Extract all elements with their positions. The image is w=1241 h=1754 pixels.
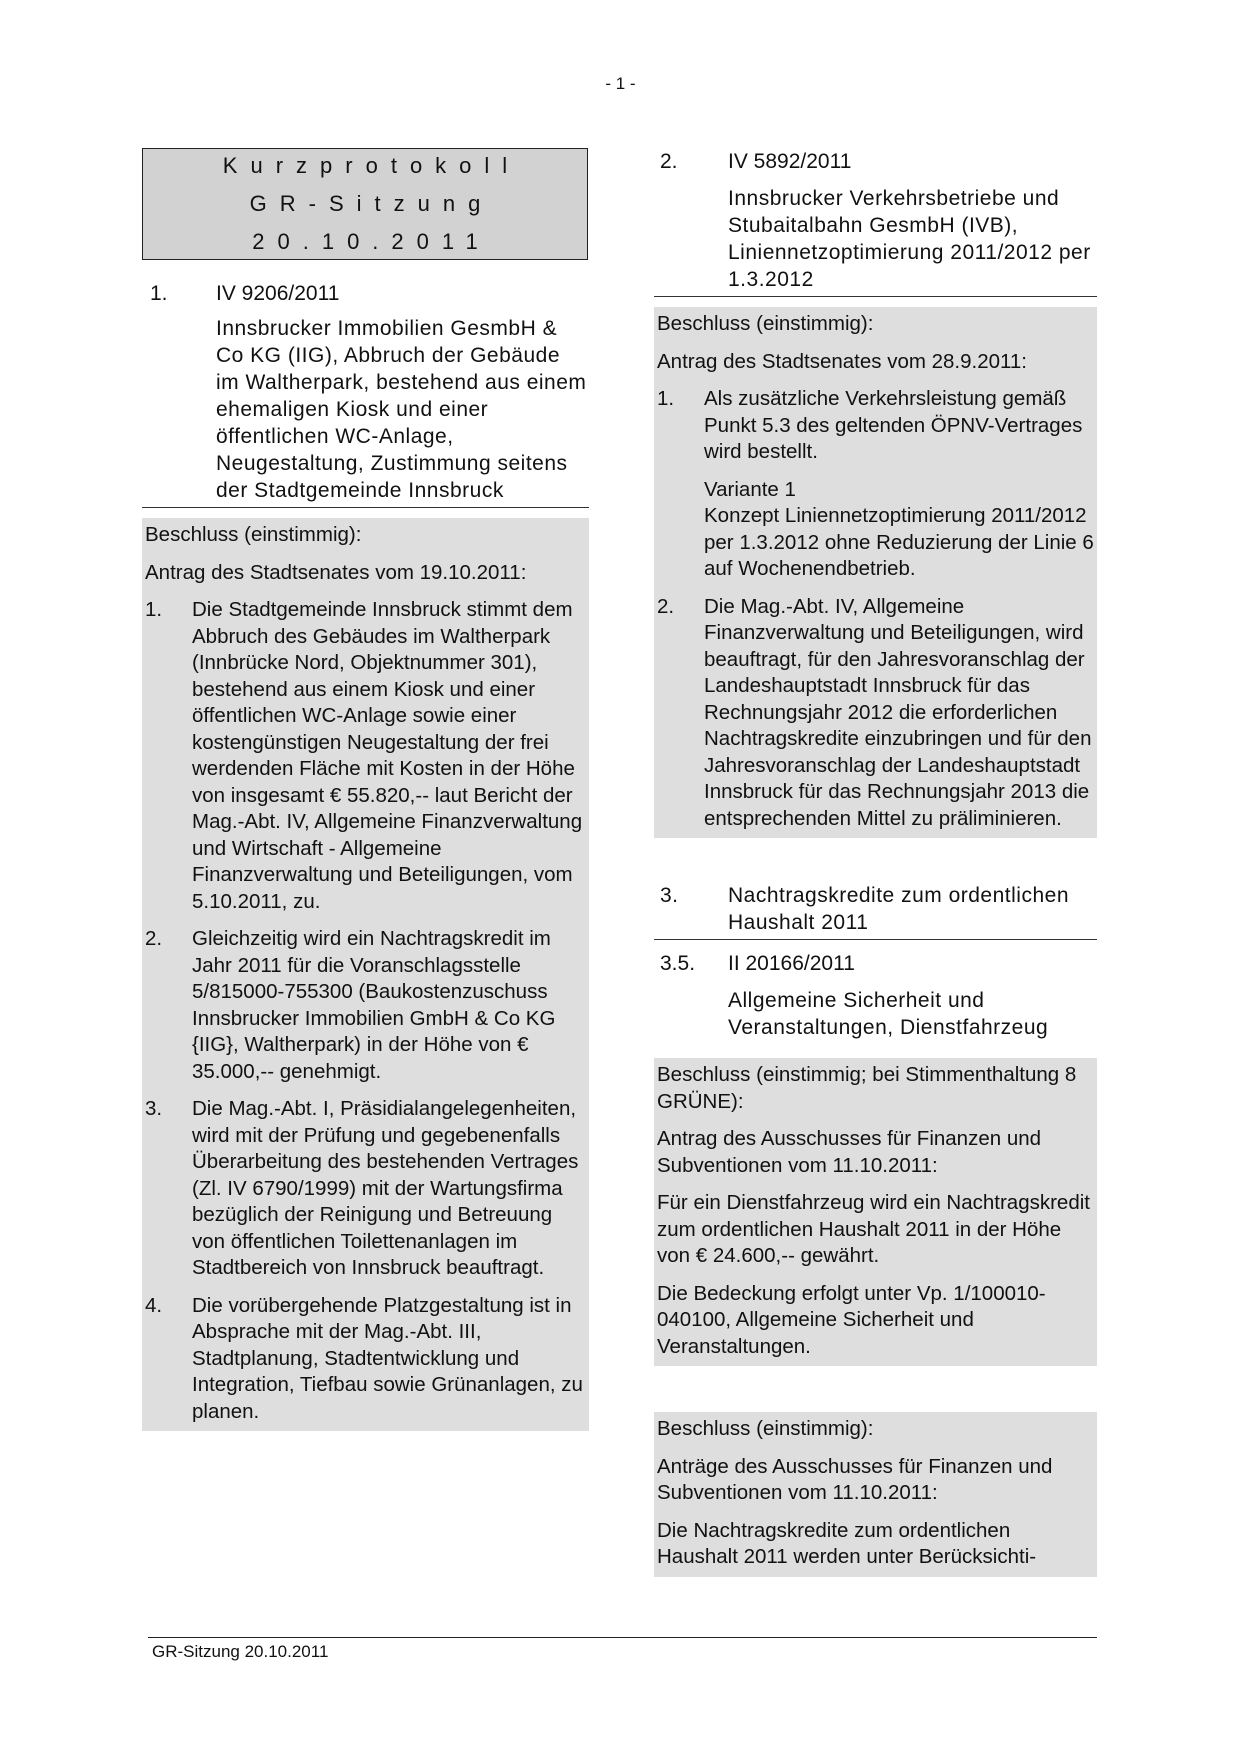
list-item: 1. Als zusätzliche Verkehrsleistung gemäß Punkt 5.3 des geltenden ÖPNV-Vertrages wird bestellt. xyxy=(657,387,1083,463)
decision-label: Beschluss (einstimmig; bei Stimmenthaltung 8 GRÜNE): xyxy=(657,1063,1077,1113)
motion-label: Anträge des Ausschusses für Finanzen und Subventionen vom 11.10.2011: xyxy=(657,1454,1053,1504)
motion-label: Antrag des Ausschusses für Finanzen und Subventionen vom 11.10.2011: xyxy=(657,1127,1042,1177)
footer-text: GR-Sitzung 20.10.2011 xyxy=(152,1642,329,1661)
list-item: Variante 1 xyxy=(704,477,796,501)
decision-label: Beschluss (einstimmig): xyxy=(657,1417,874,1440)
header-date: 20.10.2011 xyxy=(252,229,491,254)
agenda-item-3-5 xyxy=(654,950,1097,1366)
list-item: 4. Die vorübergehende Platzgestaltung ist in Absprache mit der Mag.-Abt. III, Stadtplanung, Stadtentwicklung und Integration, Tiefbau sowie Grünanlagen, zu planen. xyxy=(145,1293,583,1423)
item-number: 1. xyxy=(150,282,168,305)
footer-divider xyxy=(148,1637,1097,1638)
item-number: 2. xyxy=(660,150,678,173)
agenda-item-1 xyxy=(142,280,589,1431)
list-item: 2. Die Mag.-Abt. IV, Allgemeine Finanzverwaltung und Beteiligungen, wird beauftragt, für den Jahresvoranschlag der Landeshauptstadt Innsbruck für das Rechnungsjahr 2012 die erforderlichen Nachtragskredite einzubringen und für den Jahresvoranschlag der Landeshauptstadt Innsbruck für das Rechnungsjahr 2013 die entsprechenden Mittel zu präliminieren. xyxy=(657,594,1092,830)
coverage-text: Die Bedeckung erfolgt unter Vp. 1/100010-040100, Allgemeine Sicherheit und Veranstaltungen. xyxy=(657,1281,1046,1358)
page-number: - 1 - xyxy=(605,74,636,93)
list-item: 1. Die Stadtgemeinde Innsbruck stimmt dem Abbruch des Gebäudes im Waltherpark (Innbrücke Nord, Objektnummer 301), bestehend aus einem Kiosk und einer öffentlichen WC-Anlage sowie einer kostengünstigen Neugestaltung der frei werdenden Fläche mit Kosten in der Höhe von insgesamt € 55.820,-- laut Bericht der Mag.-Abt. IV, Allgemeine Finanzverwaltung und Wirtschaft - Allgemeine Finanzverwaltung und Beteiligungen, vom 5.10.2011, zu. xyxy=(145,598,583,913)
header-subtitle: GR-Sitzung xyxy=(249,191,494,216)
resolution-text: Für ein Dienstfahrzeug wird ein Nachtragskredit zum ordentlichen Haushalt 2011 in der Höhe von € 24.600,-- gewährt. xyxy=(657,1191,1090,1267)
header-box xyxy=(142,148,588,260)
list-item: 3. Die Mag.-Abt. I, Präsidialangelegenheiten, wird mit der Prüfung und gegebenenfalls Überarbeitung des bestehenden Vertrages (Zl. IV 6790/1999) mit der Wartungsfirma bezüglich der Reinigung und Betreuung von öffentlichen Toilettenanlagen im Stadtbereich von Innsbruck beauftragt. xyxy=(145,1097,579,1279)
decision-label: Beschluss (einstimmig): xyxy=(657,312,874,335)
left-column xyxy=(142,148,589,1431)
agenda-item-2 xyxy=(654,148,1097,838)
agenda-item-3 xyxy=(654,882,1097,940)
resolution-block xyxy=(654,1058,1097,1366)
resolution-text: Die Nachtragskredite zum ordentlichen Haushalt 2011 werden unter Berücksichti- xyxy=(657,1518,1037,1568)
item-title: Allgemeine Sicherheit und Veranstaltungen, Dienstfahrzeug xyxy=(728,989,1049,1039)
resolution-block xyxy=(142,518,589,1431)
item-title: Innsbrucker Immobilien GesmbH & Co KG (IIG), Abbruch der Gebäude im Waltherpark, bestehend aus einem ehemaligen Kiosk und einer öffentlichen WC-Anlage, Neugestaltung, Zustimmung seitens der Stadtgemeinde Innsbruck xyxy=(142,315,589,508)
item-number: 3.5. xyxy=(660,952,696,975)
item-title: Innsbrucker Verkehrsbetriebe und Stubaitalbahn GesmbH (IVB), Liniennetzoptimierung 2011/2012 per 1.3.2012 xyxy=(654,185,1097,297)
item-number: 3. xyxy=(660,884,679,907)
list-item: Konzept Liniennetzoptimierung 2011/2012 per 1.3.2012 ohne Reduzierung der Linie 6 auf Wochenendbetrieb. xyxy=(704,504,1094,580)
item-ref: IV 5892/2011 xyxy=(728,150,852,173)
right-column xyxy=(654,148,1097,1577)
resolution-block xyxy=(654,307,1097,838)
resolution-points xyxy=(657,386,1094,832)
motion-label: Antrag des Stadtsenates vom 19.10.2011: xyxy=(145,560,527,584)
motion-label: Antrag des Stadtsenates vom 28.9.2011: xyxy=(657,349,1028,373)
item-ref: II 20166/2011 xyxy=(728,952,855,975)
resolution-points xyxy=(145,597,586,1425)
item-title: Nachtragskredite zum ordentlichen Haushalt 2011 xyxy=(728,884,1069,934)
item-ref: IV 9206/2011 xyxy=(216,282,340,305)
decision-label: Beschluss (einstimmig): xyxy=(145,523,362,546)
list-item: 2. Gleichzeitig wird ein Nachtragskredit im Jahr 2011 für die Voranschlagsstelle 5/815000-755300 (Baukostenzuschuss Innsbrucker Immobilien GmbH & Co KG {IIG}, Waltherpark) in der Höhe von € 35.000,-- genehmigt. xyxy=(145,927,556,1083)
final-resolution-block xyxy=(654,1412,1097,1577)
header-title: Kurzprotokoll xyxy=(222,153,521,178)
